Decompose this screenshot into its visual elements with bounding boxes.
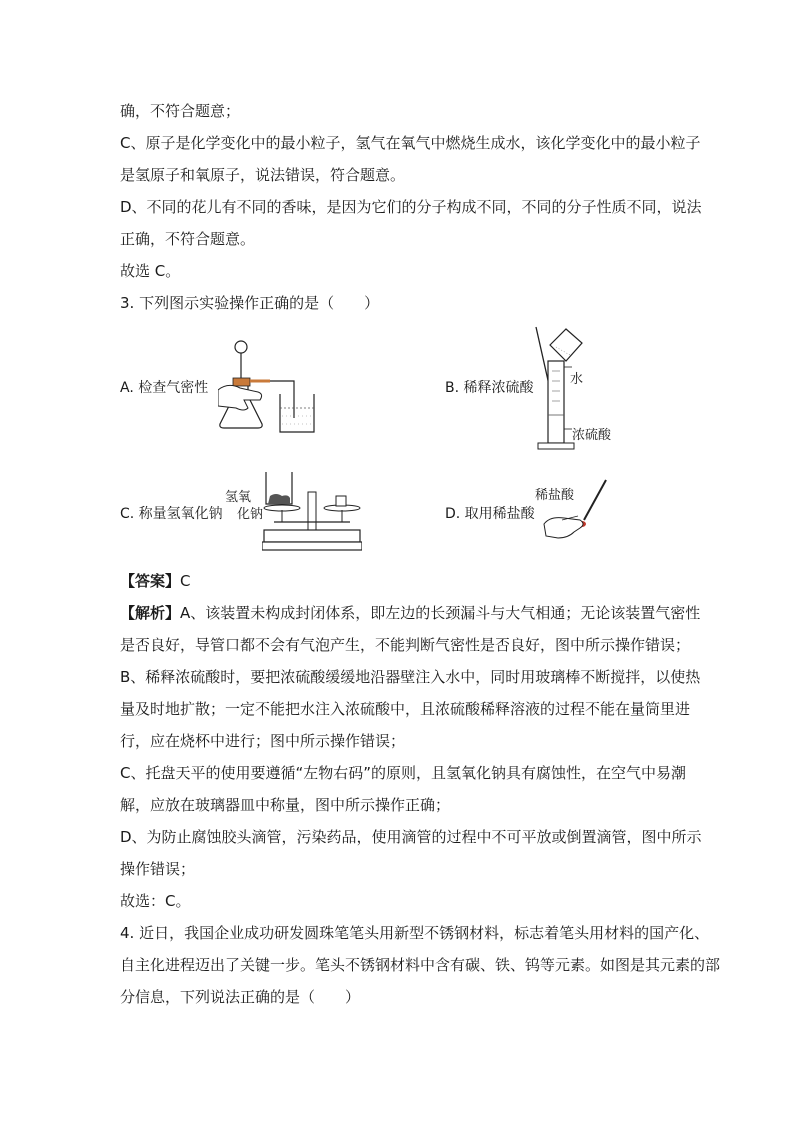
label-naoh-2: 化钠 xyxy=(237,507,264,522)
text-line: 确，不符合题意； xyxy=(120,102,241,120)
balance-figure xyxy=(262,464,362,556)
analysis-line: 行，应在烧杯中进行；图中所示操作错误； xyxy=(120,732,406,750)
analysis-first-line xyxy=(120,603,700,623)
analysis-line: B、稀释浓硫酸时，要把浓硫酸缓缓地沿器壁注入水中，同时用玻璃棒不断搅拌，以使热 xyxy=(120,668,701,686)
text-line: 故选 C。 xyxy=(120,262,181,280)
label-naoh-1: 氢氧 xyxy=(225,490,252,505)
label-dilute-hcl: 稀盐酸 xyxy=(535,488,575,503)
airtightness-apparatus-figure xyxy=(218,338,326,434)
text-line: 正确，不符合题意。 xyxy=(120,230,256,248)
analysis-line: C、托盘天平的使用要遵循“左物右码”的原则，且氢氧化钠具有腐蚀性，在空气中易潮 xyxy=(120,764,687,782)
text-line: D、不同的花儿有不同的香味，是因为它们的分子构成不同，不同的分子性质不同，说法 xyxy=(120,198,702,216)
label-water: 水 xyxy=(570,372,584,387)
analysis-text: A、该装置未构成封闭体系，即左边的长颈漏斗与大气相通；无论该装置气密性 xyxy=(180,604,701,622)
analysis-line: 故选：C。 xyxy=(120,892,191,910)
analysis-line: D、为防止腐蚀胶头滴管，污染药品，使用滴管的过程中不可平放或倒置滴管，图中所示 xyxy=(120,828,702,846)
option-d-label: D. 取用稀盐酸 xyxy=(445,506,535,522)
analysis-line: 解，应放在玻璃器皿中称量，图中所示操作正确； xyxy=(120,796,451,814)
label-concentrated-acid: 浓硫酸 xyxy=(572,428,612,443)
question-3-stem: 3. 下列图示实验操作正确的是（ ） xyxy=(120,294,380,312)
text-line: 是氢原子和氧原子，说法错误，符合题意。 xyxy=(120,166,406,184)
option-a-label: A. 检查气密性 xyxy=(120,380,209,396)
dropper-figure xyxy=(540,476,612,546)
question-4-line: 4. 近日，我国企业成功研发圆珠笔笔头用新型不锈钢材料，标志着笔头用材料的国产化、 xyxy=(120,924,710,942)
text-line: C、原子是化学变化中的最小粒子，氢气在氧气中燃烧生成水，该化学变化中的最小粒子 xyxy=(120,134,701,152)
question-4-line: 自主化进程迈出了关键一步。笔头不锈钢材料中含有碳、铁、钨等元素。如图是其元素的部 xyxy=(120,956,721,974)
analysis-line: 量及时地扩散；一定不能把水注入浓硫酸中，且浓硫酸稀释溶液的过程不能在量筒里进 xyxy=(120,700,691,718)
option-b-label: B. 稀释浓硫酸 xyxy=(445,380,534,396)
question-4-line: 分信息，下列说法正确的是（ ） xyxy=(120,988,361,1006)
analysis-tag: 【解析】 xyxy=(120,604,181,622)
answer-tag: 【答案】 xyxy=(120,572,181,590)
answer-value: C xyxy=(180,572,191,590)
option-c-label: C. 称量氢氧化钠 xyxy=(120,506,223,522)
answer-line xyxy=(120,571,191,591)
analysis-line: 操作错误； xyxy=(120,860,196,878)
analysis-line: 是否良好，导管口都不会有气泡产生，不能判断气密性是否良好，图中所示操作错误； xyxy=(120,636,691,654)
